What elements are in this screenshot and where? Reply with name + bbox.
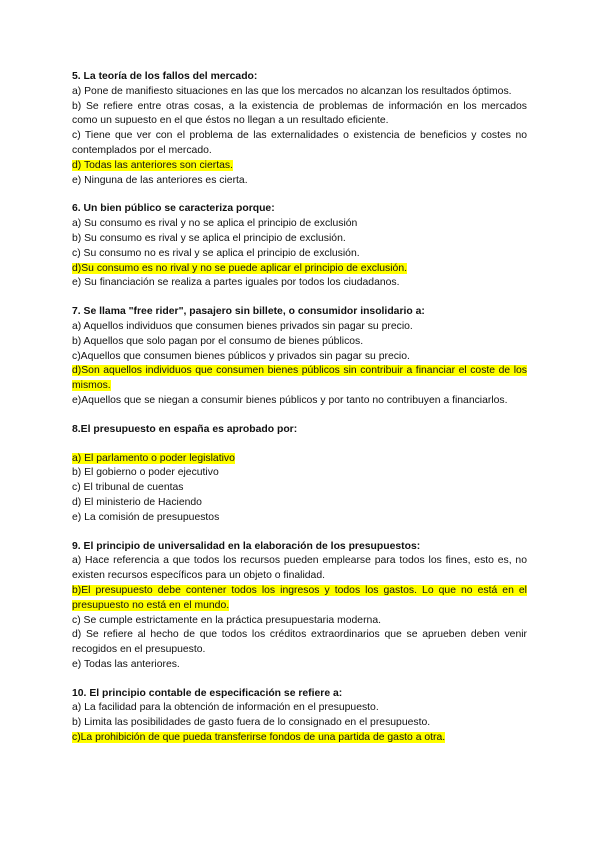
question-9 (72, 540, 527, 673)
document-content (72, 70, 527, 760)
option-b: b) Limita las posibilidades de gasto fuera de lo consignado en el presupuesto. (72, 717, 431, 729)
highlighted-answer: d)Son aquellos individuos que consumen bienes públicos sin contribuir a financiar el coste de los mismos. (72, 365, 527, 392)
option-d-highlighted (72, 159, 527, 174)
option-e: e) Todas las anteriores. (72, 658, 180, 670)
option-e: e) La comisión de presupuestos (72, 511, 220, 523)
option-a: a) Su consumo es rival y no se aplica el principio de exclusión (72, 218, 358, 230)
option-d-highlighted (72, 262, 527, 277)
option-a: a) Aquellos individuos que consumen bienes privados sin pagar su precio. (72, 320, 413, 332)
option-c-highlighted (72, 731, 527, 746)
option-d: d) Se refiere al hecho de que todos los créditos extraordinarios que se aprueben deben venir recogidos en el presupuesto. (72, 629, 527, 656)
option-c: c) Se cumple estrictamente en la práctica presupuestaria moderna. (72, 614, 381, 626)
option-b-highlighted (72, 584, 527, 614)
question-6 (72, 202, 527, 291)
option-c: c) Tiene que ver con el problema de las externalidades o existencia de beneficios y costes no contemplados por el mercado. (72, 130, 527, 156)
highlighted-answer: b)El presupuesto debe contener todos los ingresos y todos los gastos. Lo que no está en el presupuesto no está en el mundo. (72, 584, 527, 611)
question-title: 6. Un bien público se caracteriza porque: (72, 203, 275, 215)
option-e: e) Su financiación se realiza a partes iguales por todos los ciudadanos. (72, 277, 400, 289)
option-e: e) Ninguna de las anteriores es cierta. (72, 174, 248, 186)
option-b: b) Aquellos que solo pagan por el consumo de bienes públicos. (72, 335, 364, 347)
option-a: a) La facilidad para la obtención de información en el presupuesto. (72, 702, 379, 714)
question-5 (72, 70, 527, 188)
option-c: c)Aquellos que consumen bienes públicos y privados sin pagar su precio. (72, 350, 410, 362)
option-d: d) El ministerio de Haciendo (72, 496, 202, 508)
option-c: c) Su consumo no es rival y se aplica el principio de exclusión. (72, 247, 360, 259)
option-a-highlighted (72, 452, 527, 467)
option-b: b) El gobierno o poder ejecutivo (72, 467, 219, 479)
highlighted-answer: a) El parlamento o poder legislativo (72, 452, 235, 464)
highlighted-answer: c)La prohibición de que pueda transferirse fondos de una partida de gasto a otra. (72, 732, 446, 744)
question-10 (72, 687, 527, 746)
option-e: e)Aquellos que se niegan a consumir bienes públicos y por tanto no contribuyen a financiarlos. (72, 394, 508, 406)
option-a: a) Hace referencia a que todos los recursos pueden emplearse para todos los fines, esto es, no existen recursos específicos para un objeto o finalidad. (72, 555, 527, 582)
question-title: 5. La teoría de los fallos del mercado: (72, 71, 258, 82)
question-8 (72, 423, 527, 526)
question-title: 7. Se llama "free rider", pasajero sin billete, o consumidor insolidario a: (72, 306, 425, 318)
question-title: 9. El principio de universalidad en la elaboración de los presupuestos: (72, 540, 421, 552)
question-7 (72, 305, 527, 409)
question-title: 8.El presupuesto en españa es aprobado por: (72, 423, 298, 435)
option-a: a) Pone de manifiesto situaciones en las que los mercados no alcanzan los resultados óptimos. (72, 85, 512, 97)
option-b: b) Se refiere entre otras cosas, a la existencia de problemas de información en los mercados como un supuesto en el que éstos no llegan a un resultado eficiente. (72, 100, 527, 127)
option-d-highlighted (72, 364, 527, 394)
highlighted-answer: d)Su consumo es no rival y no se puede aplicar el principio de exclusión. (72, 262, 407, 274)
question-title: 10. El principio contable de especificación se refiere a: (72, 687, 343, 699)
highlighted-answer: d) Todas las anteriores son ciertas. (72, 159, 233, 171)
option-c: c) El tribunal de cuentas (72, 482, 184, 494)
option-b: b) Su consumo es rival y se aplica el principio de exclusión. (72, 232, 346, 244)
